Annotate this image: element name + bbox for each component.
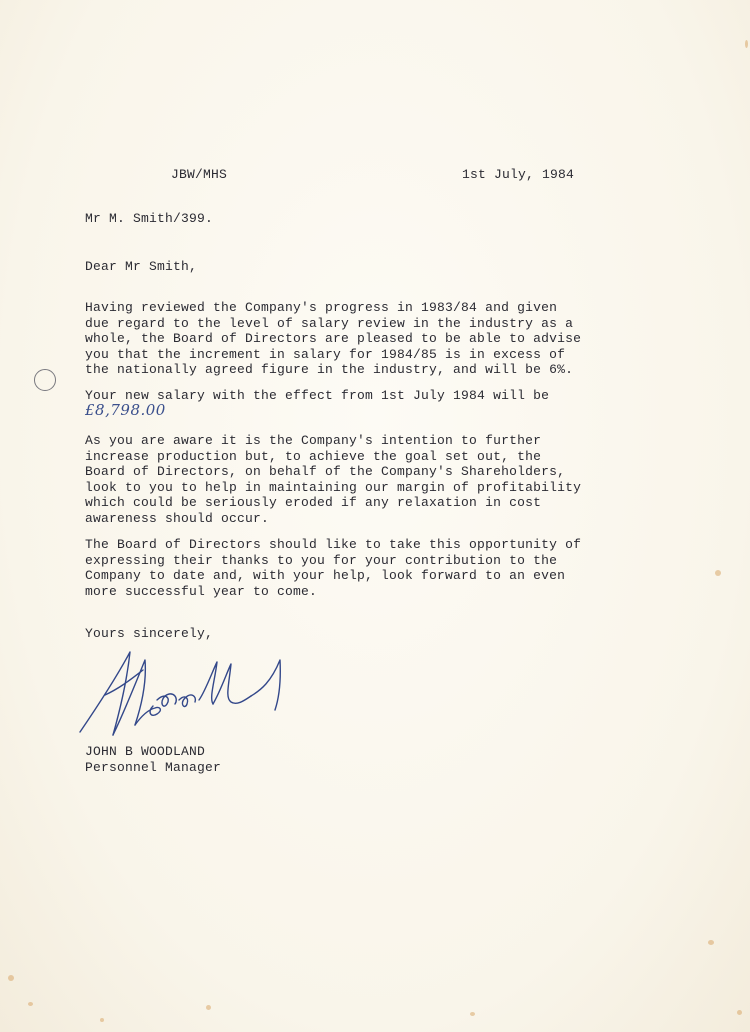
signatory-title: Personnel Manager — [85, 760, 222, 775]
salutation: Dear Mr Smith, — [85, 259, 198, 274]
handwritten-salary: £8,798.00 — [85, 401, 166, 419]
body-paragraph-3: As you are aware it is the Company's intention to further increase production but, to achieve the goal set out, the Board of Directors, on behalf of the Company's Shareholders, look to you to help in maintaining our margin of profitability which could be seriously eroded if any relaxation in cost awareness should occur. — [85, 433, 582, 526]
foxing-stain — [28, 1002, 33, 1006]
foxing-stain — [745, 40, 748, 48]
foxing-stain — [737, 1010, 742, 1015]
recipient: Mr M. Smith/399. — [85, 211, 214, 226]
reference-code: JBW/MHS — [171, 167, 228, 182]
foxing-stain — [470, 1012, 475, 1016]
body-paragraph-2: Your new salary with the effect from 1st July 1984 will be — [85, 388, 550, 403]
letter-date: 1st July, 1984 — [462, 167, 575, 182]
signature-image — [75, 640, 295, 745]
foxing-stain — [206, 1005, 211, 1010]
foxing-stain — [100, 1018, 104, 1022]
signatory-name: JOHN B WOODLAND — [85, 744, 206, 759]
punch-hole-mark — [34, 369, 56, 391]
body-paragraph-4: The Board of Directors should like to take this opportunity of expressing their thanks to you for your contribution to the Company to date and, with your help, look forward to an even more successful year to come. — [85, 537, 582, 599]
foxing-stain — [708, 940, 714, 945]
foxing-stain — [715, 570, 721, 576]
foxing-stain — [8, 975, 14, 981]
closing: Yours sincerely, — [85, 626, 214, 641]
body-paragraph-1: Having reviewed the Company's progress in 1983/84 and given due regard to the level of salary review in the industry as a whole, the Board of Directors are pleased to be able to advise you that the increment in salary for 1984/85 is in excess of the nationally agreed figure in the industry, and will be 6%. — [85, 300, 582, 378]
